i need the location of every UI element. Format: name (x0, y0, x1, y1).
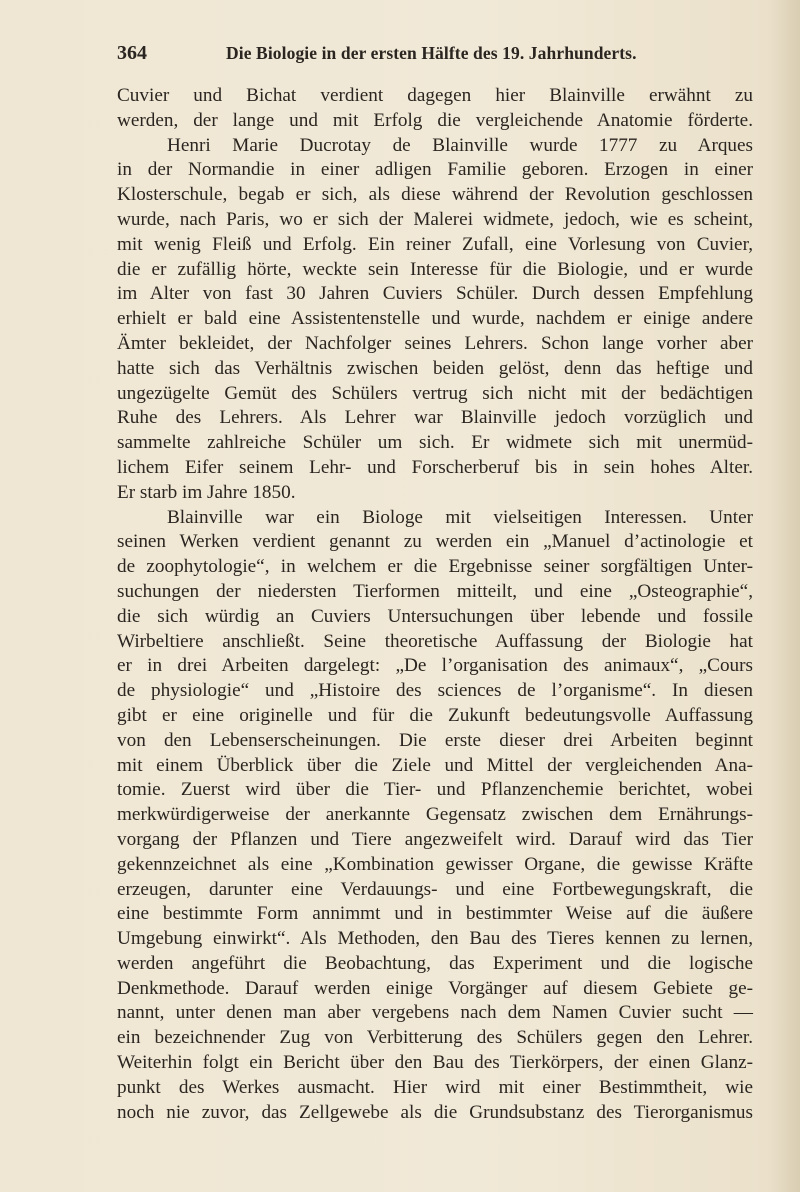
text-line: erzeugen, darunter eine Verdauungs- und eine Fortbewegungskraft, die (117, 878, 753, 900)
text-line: de physiologie“ und „Histoire des sciences de l’organisme“. In diesen (117, 680, 753, 702)
text-line: Weiterhin folgt ein Bericht über den Bau des Tierkörpers, der einen Glanz- (117, 1052, 753, 1074)
text-line: Henri Marie Ducrotay de Blainville wurde 1777 zu Arques (167, 134, 753, 156)
text-line: gekennzeichnet als eine „Kombination gewisser Organe, die gewisse Kräfte (117, 853, 753, 875)
text-line: vorgang der Pflanzen und Tiere angezweifelt wird. Darauf wird das Tier (117, 828, 753, 850)
text-line: ungezügelte Gemüt des Schülers vertrug sich nicht mit der bedächtigen (117, 382, 753, 404)
text-line: mit wenig Fleiß und Erfolg. Ein reiner Zufall, eine Vorlesung von Cuvier, (117, 233, 753, 255)
text-line: nannt, unter denen man aber vergebens nach dem Namen Cuvier sucht — (117, 1002, 753, 1024)
text-line: punkt des Werkes ausmacht. Hier wird mit einer Bestimmtheit, wie (117, 1076, 753, 1098)
text-line: gibt er eine originelle und für die Zukunft bedeutungsvolle Auffassung (117, 704, 753, 726)
text-line: suchungen der niedersten Tierformen mitteilt, und eine „Osteographie“, (117, 580, 753, 602)
text-line: Wirbeltiere anschließt. Seine theoretische Auffassung der Biologie hat (117, 630, 753, 652)
text-line: lichem Eifer seinem Lehr- und Forscherberuf bis in sein hohes Alter. (117, 456, 753, 478)
text-line: de zoophytologie“, in welchem er die Ergebnisse seiner sorgfältigen Unter- (117, 556, 753, 578)
text-line: seinen Werken verdient genannt zu werden ein „Manuel d’actinologie et (117, 531, 753, 553)
text-line: ein bezeichnender Zug von Verbitterung des Schülers gegen den Lehrer. (117, 1027, 753, 1049)
text-line: werden, der lange und mit Erfolg die vergleichende Anatomie förderte. (117, 109, 753, 131)
text-line: eine bestimmte Form annimmt und in bestimmter Weise auf die äußere (117, 903, 753, 925)
text-line: sammelte zahlreiche Schüler um sich. Er widmete sich mit unermüd- (117, 432, 753, 454)
text-line: tomie. Zuerst wird über die Tier- und Pflanzenchemie berichtet, wobei (117, 779, 753, 801)
text-line: die er zufällig hörte, weckte sein Interesse für die Biologie, und er wurde (117, 258, 753, 280)
text-line: Er starb im Jahre 1850. (117, 481, 296, 503)
text-line: mit einem Überblick über die Ziele und Mittel der vergleichenden Ana- (117, 754, 753, 776)
text-line: merkwürdigerweise der anerkannte Gegensatz zwischen dem Ernährungs- (117, 804, 753, 826)
text-line: in der Normandie in einer adligen Familie geboren. Erzogen in einer (117, 159, 753, 181)
page-header (117, 40, 753, 70)
text-line: hatte sich das Verhältnis zwischen beiden gelöst, denn das heftige und (117, 357, 753, 379)
text-line: Klosterschule, begab er sich, als diese während der Revolution geschlossen (117, 184, 753, 206)
body-text (117, 84, 753, 1125)
text-line: wurde, nach Paris, wo er sich der Malerei widmete, jedoch, wie es scheint, (117, 208, 753, 230)
text-line: Denkmethode. Darauf werden einige Vorgänger auf diesem Gebiete ge- (117, 977, 753, 999)
text-line: Blainville war ein Biologe mit vielseitigen Interessen. Unter (167, 506, 753, 528)
text-line: er in drei Arbeiten dargelegt: „De l’organisation des animaux“, „Cours (117, 655, 753, 677)
page-number: 364 (117, 42, 147, 64)
running-title: Die Biologie in der ersten Hälfte des 19. Jahrhunderts. (226, 43, 637, 63)
text-line: Umgebung einwirkt“. Als Methoden, den Bau des Tieres kennen zu lernen, (117, 928, 753, 950)
text-line: die sich würdig an Cuviers Untersuchungen über lebende und fossile (117, 605, 753, 627)
text-line: noch nie zuvor, das Zellgewebe als die Grundsubstanz des Tierorganismus (117, 1101, 753, 1123)
text-line: erhielt er bald eine Assistentenstelle und wurde, nachdem er einige andere (117, 308, 753, 330)
text-line: werden angeführt die Beobachtung, das Experiment und die logische (117, 952, 753, 974)
text-line: Cuvier und Bichat verdient dagegen hier Blainville erwähnt zu (117, 85, 753, 106)
text-line: Ämter bekleidet, der Nachfolger seines Lehrers. Schon lange vorher aber (117, 332, 753, 354)
text-line: im Alter von fast 30 Jahren Cuviers Schüler. Durch dessen Empfehlung (117, 283, 753, 305)
text-line: Ruhe des Lehrers. Als Lehrer war Blainville jedoch vorzüglich und (117, 407, 753, 429)
text-line: von den Lebenserscheinungen. Die erste dieser drei Arbeiten beginnt (117, 729, 753, 751)
